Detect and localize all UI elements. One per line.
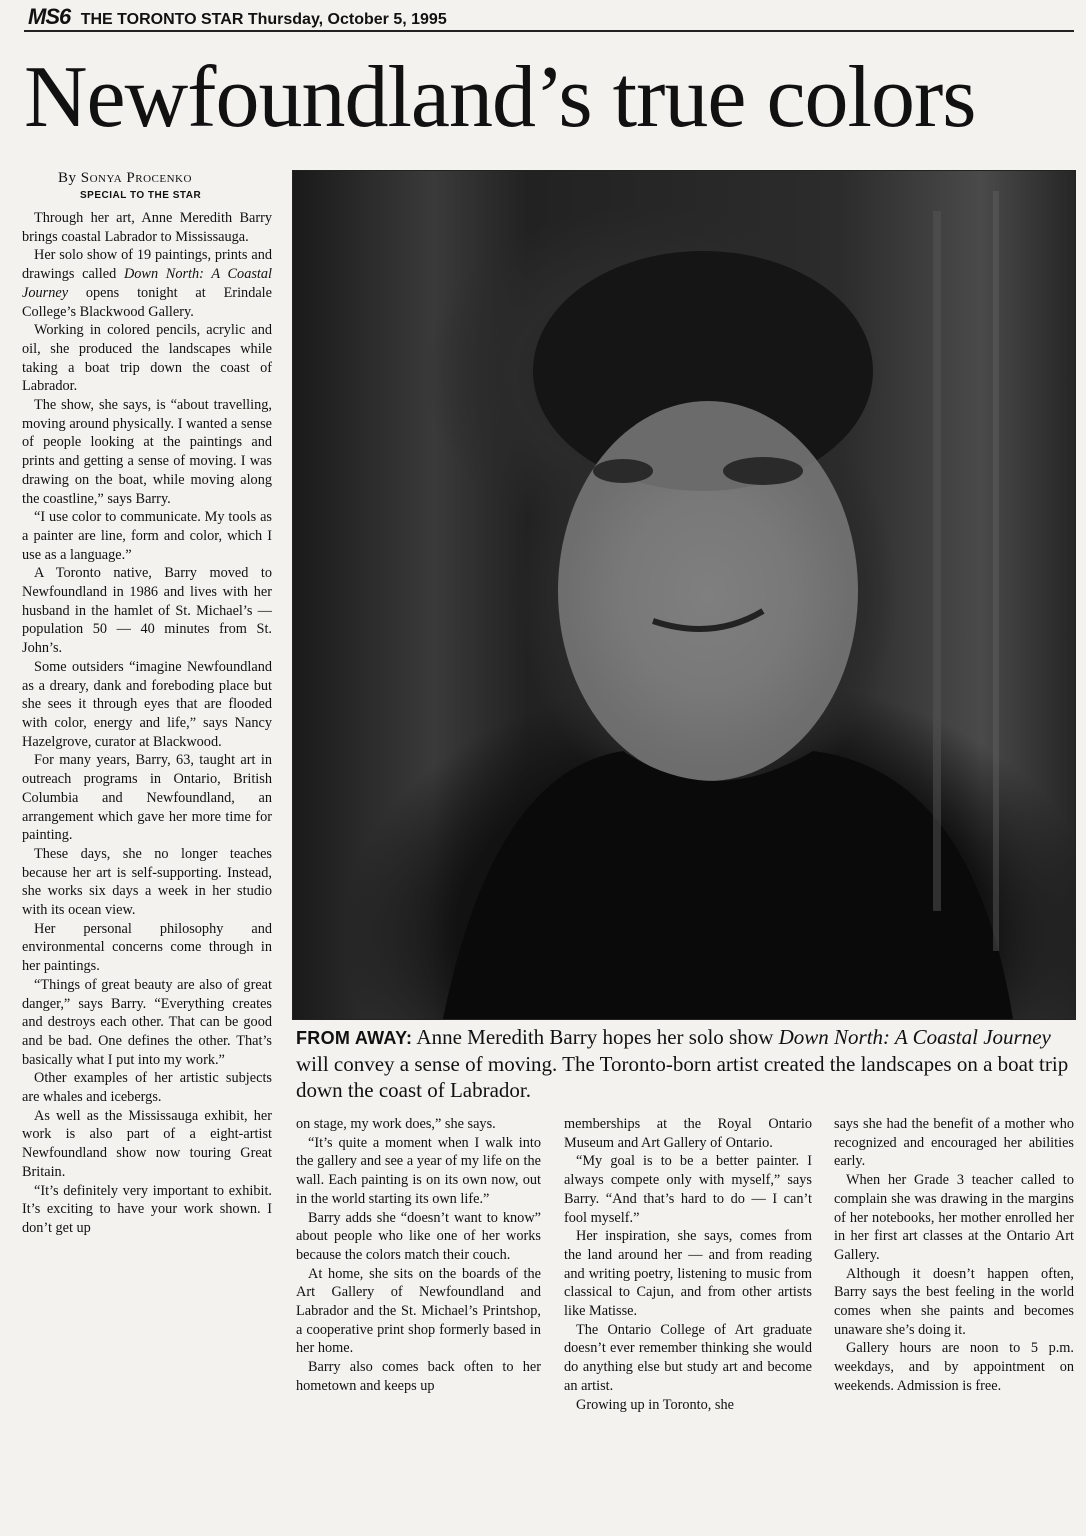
- paragraph: on stage, my work does,” she says.: [296, 1116, 496, 1132]
- paragraph: “Things of great beauty are also of great danger,” says Barry. “Everything creates and destroys each other. That can be good and be bad. One defines the other. That’s basically what I put into my work.”: [22, 976, 272, 1068]
- paragraph: Barry also comes back often to her hometown and keeps up: [296, 1359, 541, 1394]
- paragraph: A Toronto native, Barry moved to Newfoundland in 1986 and lives with her husband in the hamlet of St. Michael’s — population 50 — 40 minutes from St. John’s.: [22, 565, 272, 657]
- paragraph: Gallery hours are noon to 5 p.m. weekdays, and by appointment on weekends. Admission is free.: [834, 1340, 1074, 1394]
- paragraph: “It’s definitely very important to exhibit. It’s exciting to have your work shown. I don’t get up: [22, 1182, 272, 1236]
- article-column-2: [296, 1115, 541, 1535]
- artist-portrait-photo: [292, 170, 1076, 1020]
- author-affiliation: SPECIAL TO THE STAR: [80, 190, 202, 201]
- newspaper-name: THE TORONTO STAR: [80, 11, 244, 28]
- paragraph: “It’s quite a moment when I walk into the gallery and see a year of my life on the wall. Each painting is on its own now, out in the world starting its own life.”: [296, 1134, 541, 1207]
- paragraph: For many years, Barry, 63, taught art in outreach programs in Ontario, British Columbia and Newfoundland, an arrangement which gave her more time for painting.: [22, 752, 272, 844]
- paragraph: Barry adds she “doesn’t want to know” about people who like one of her works because the colors match their couch.: [296, 1209, 541, 1263]
- article-column-4: [834, 1115, 1074, 1535]
- byline-prefix: By: [58, 170, 77, 186]
- folio-rule: [24, 30, 1074, 32]
- photo-caption: [296, 1024, 1074, 1108]
- paragraph: Some outsiders “imagine Newfoundland as a dreary, dank and foreboding place but she sees it through eyes that are flooded with color, energy and life,” says Nancy Hazelgrove, curator at Blackwood.: [22, 658, 272, 750]
- publication-date: Thursday, October 5, 1995: [247, 11, 447, 28]
- portrait-photo-icon: [293, 171, 1075, 1019]
- caption-text-2: will convey a sense of moving. The Toronto-born artist created the landscapes on a boat trip down the coast of Labrador.: [296, 1052, 1069, 1102]
- section-page-number: MS6: [28, 4, 71, 29]
- paragraph: These days, she no longer teaches because her art is self-supporting. Instead, she works six days a week in her studio with its ocean view.: [22, 845, 272, 919]
- paragraph: Other examples of her artistic subjects are whales and icebergs.: [22, 1070, 272, 1106]
- paragraph: Although it doesn’t happen often, Barry says the best feeling in the world comes when she paints and becomes unaware she’s doing it.: [834, 1265, 1074, 1338]
- caption-lead: FROM AWAY:: [296, 1028, 413, 1048]
- paragraph: Growing up in Toronto, she: [576, 1396, 734, 1413]
- paragraph: Through her art, Anne Meredith Barry brings coastal Labrador to Mississauga.: [22, 210, 272, 245]
- paragraph: At home, she sits on the boards of the Art Gallery of Newfoundland and Labrador and the St. Michael’s Printshop, a cooperative print shop formerly based in her home.: [296, 1265, 541, 1357]
- paragraph: memberships at the Royal Ontario Museum and Art Gallery of Ontario.: [564, 1116, 812, 1151]
- paragraph: The show, she says, is “about travelling, moving around physically. I wanted a sense of people looking at the paintings and prints and getting a sense of moving. I was drawing on the boat, while moving along the coastline,” says Barry.: [22, 397, 272, 507]
- paragraph: When her Grade 3 teacher called to complain she was drawing in the margins of her notebooks, her mother enrolled her in her first art classes at the Ontario Art Gallery.: [834, 1172, 1074, 1263]
- page-folio: [28, 4, 1078, 30]
- article-column-3: [564, 1115, 812, 1535]
- article-column-1: [22, 209, 272, 1529]
- paragraph: Her inspiration, she says, comes from the land around her — and from reading and writing poetry, listening to music from classical to Cajun, and from other artists like Matisse.: [564, 1228, 812, 1320]
- paragraph: The Ontario College of Art graduate doesn’t ever remember thinking she would do anything else but study art and become an artist.: [564, 1321, 812, 1394]
- caption-text-1: Anne Meredith Barry hopes her solo show: [412, 1025, 779, 1049]
- headline: Newfoundland’s true colors: [24, 49, 976, 146]
- paragraph: “My goal is to be a better painter. I always compete only with myself,” says Barry. “And that’s hard to do — I can’t fool myself.”: [564, 1153, 812, 1226]
- paragraph: Her personal philosophy and environmental concerns come through in her paintings.: [22, 920, 272, 975]
- author-name: Sonya Procenko: [80, 170, 192, 186]
- byline: [58, 170, 192, 187]
- paragraph: Her solo show of 19 paintings, prints and drawings called Down North: A Coastal Journey opens tonight at Erindale College’s Blackwood Gallery.: [22, 247, 272, 320]
- paragraph: “I use color to communicate. My tools as a painter are line, form and color, which I use as a language.”: [22, 509, 272, 563]
- paragraph: Working in colored pencils, acrylic and oil, she produced the landscapes while taking a boat trip down the coast of Labrador.: [22, 322, 272, 395]
- caption-show-title: Down North: A Coastal Journey: [778, 1025, 1051, 1049]
- paragraph: As well as the Mississauga exhibit, her work is also part of a eight-artist Newfoundland show now touring Great Britain.: [22, 1107, 272, 1180]
- paragraph: says she had the benefit of a mother who recognized and encouraged her abilities early.: [834, 1116, 1074, 1170]
